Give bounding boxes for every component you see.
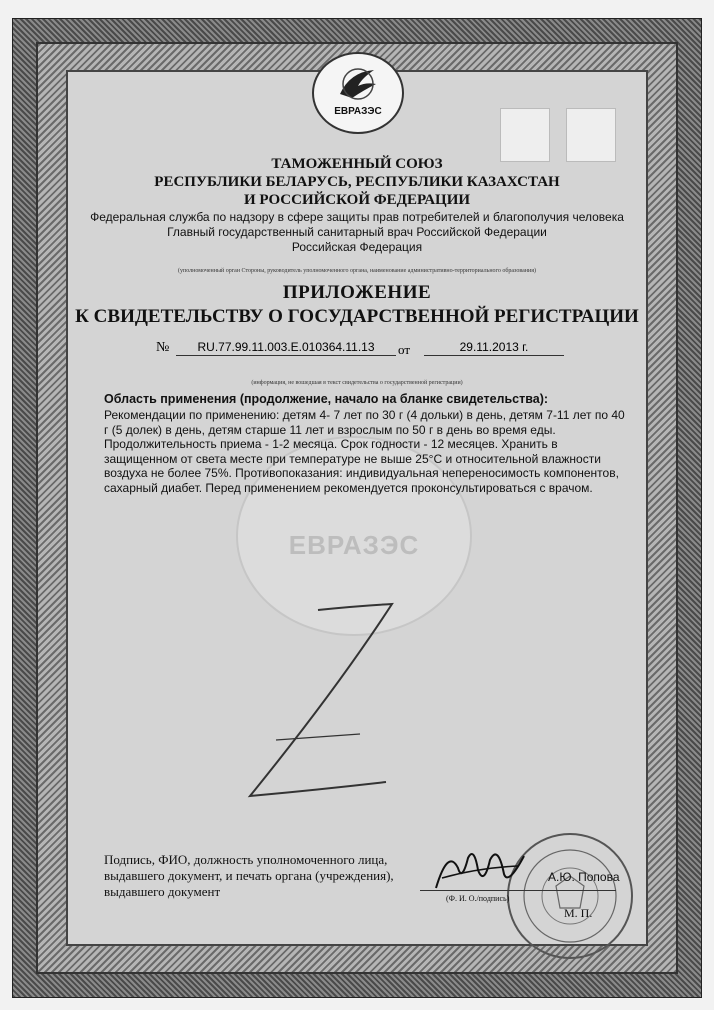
registration-row: [156, 340, 576, 360]
from-label: от: [398, 342, 411, 357]
signatory-name: А.Ю. Попова: [548, 870, 620, 884]
scope-text: Рекомендации по применению: детям 4- 7 лет по 30 г (4 дольки) в день, детям 7-11 лет по 40 г (5 долек) в день, детям старше 11 лет и взрослым по 50 г в день во время еды. Продолжительность приема - 1-2 месяца. Срок годности - 12 месяцев. Хранить в защищенном от света месте при температуре не выше 25°С и относительной влажности воздуха не более 75%. Противопоказания: индивидуальная непереносимость компонентов, сахарный диабет. Перед применением рекомендуется проконсультироваться с врачом.: [104, 408, 625, 495]
registration-date: 29.11.2013 г.: [424, 340, 564, 356]
handwritten-signature: [428, 838, 528, 898]
z-strike-mark: [236, 600, 406, 810]
info-caption: (информация, не вошедшая в текст свидетельства о государственной регистрации): [251, 380, 463, 386]
union-title-line-2: РЕСПУБЛИКИ БЕЛАРУСЬ, РЕСПУБЛИКИ КАЗАХСТАН: [154, 174, 560, 190]
chief-doctor: Главный государственный санитарный врач Российской Федерации: [167, 225, 547, 239]
watermark-label: ЕВРАЗЭС: [288, 530, 420, 560]
service-name: Федеральная служба по надзору в сфере защиты прав потребителей и благополучия человека: [90, 210, 624, 224]
union-title-line-3: И РОССИЙСКОЙ ФЕДЕРАЦИИ: [243, 192, 471, 208]
signature-instructions: Подпись, ФИО, должность уполномоченного лица, выдавшего документ, и печать органа (учреждения), выдавшего документ: [104, 852, 394, 899]
bird-emblem-icon: [336, 64, 380, 104]
union-title-line-1: ТАМОЖЕННЫЙ СОЮЗ: [271, 156, 443, 172]
emblem-label: ЕВРАЗЭС: [334, 106, 382, 117]
hologram-patch-left: [500, 108, 550, 162]
scope-title: Область применения (продолжение, начало на бланке свидетельства):: [104, 392, 549, 406]
number-symbol: №: [156, 340, 170, 355]
stamp-place-label: М. П.: [564, 906, 593, 920]
appendix-title: ПРИЛОЖЕНИЕ: [282, 282, 432, 303]
eurasec-emblem: [312, 52, 404, 134]
authority-caption: (уполномоченный орган Стороны, руководитель уполномоченного органа, наименование административно-территориального образования): [178, 268, 536, 274]
signature-line: [420, 890, 616, 891]
country-name: Российская Федерация: [291, 240, 423, 254]
registration-number: RU.77.99.11.003.E.010364.11.13: [176, 340, 396, 356]
hologram-patch-right: [566, 108, 616, 162]
fio-caption: (Ф. И. О./подпись): [446, 894, 510, 903]
appendix-subtitle: К СВИДЕТЕЛЬСТВУ О ГОСУДАРСТВЕННОЙ РЕГИСТРАЦИИ: [75, 306, 639, 327]
